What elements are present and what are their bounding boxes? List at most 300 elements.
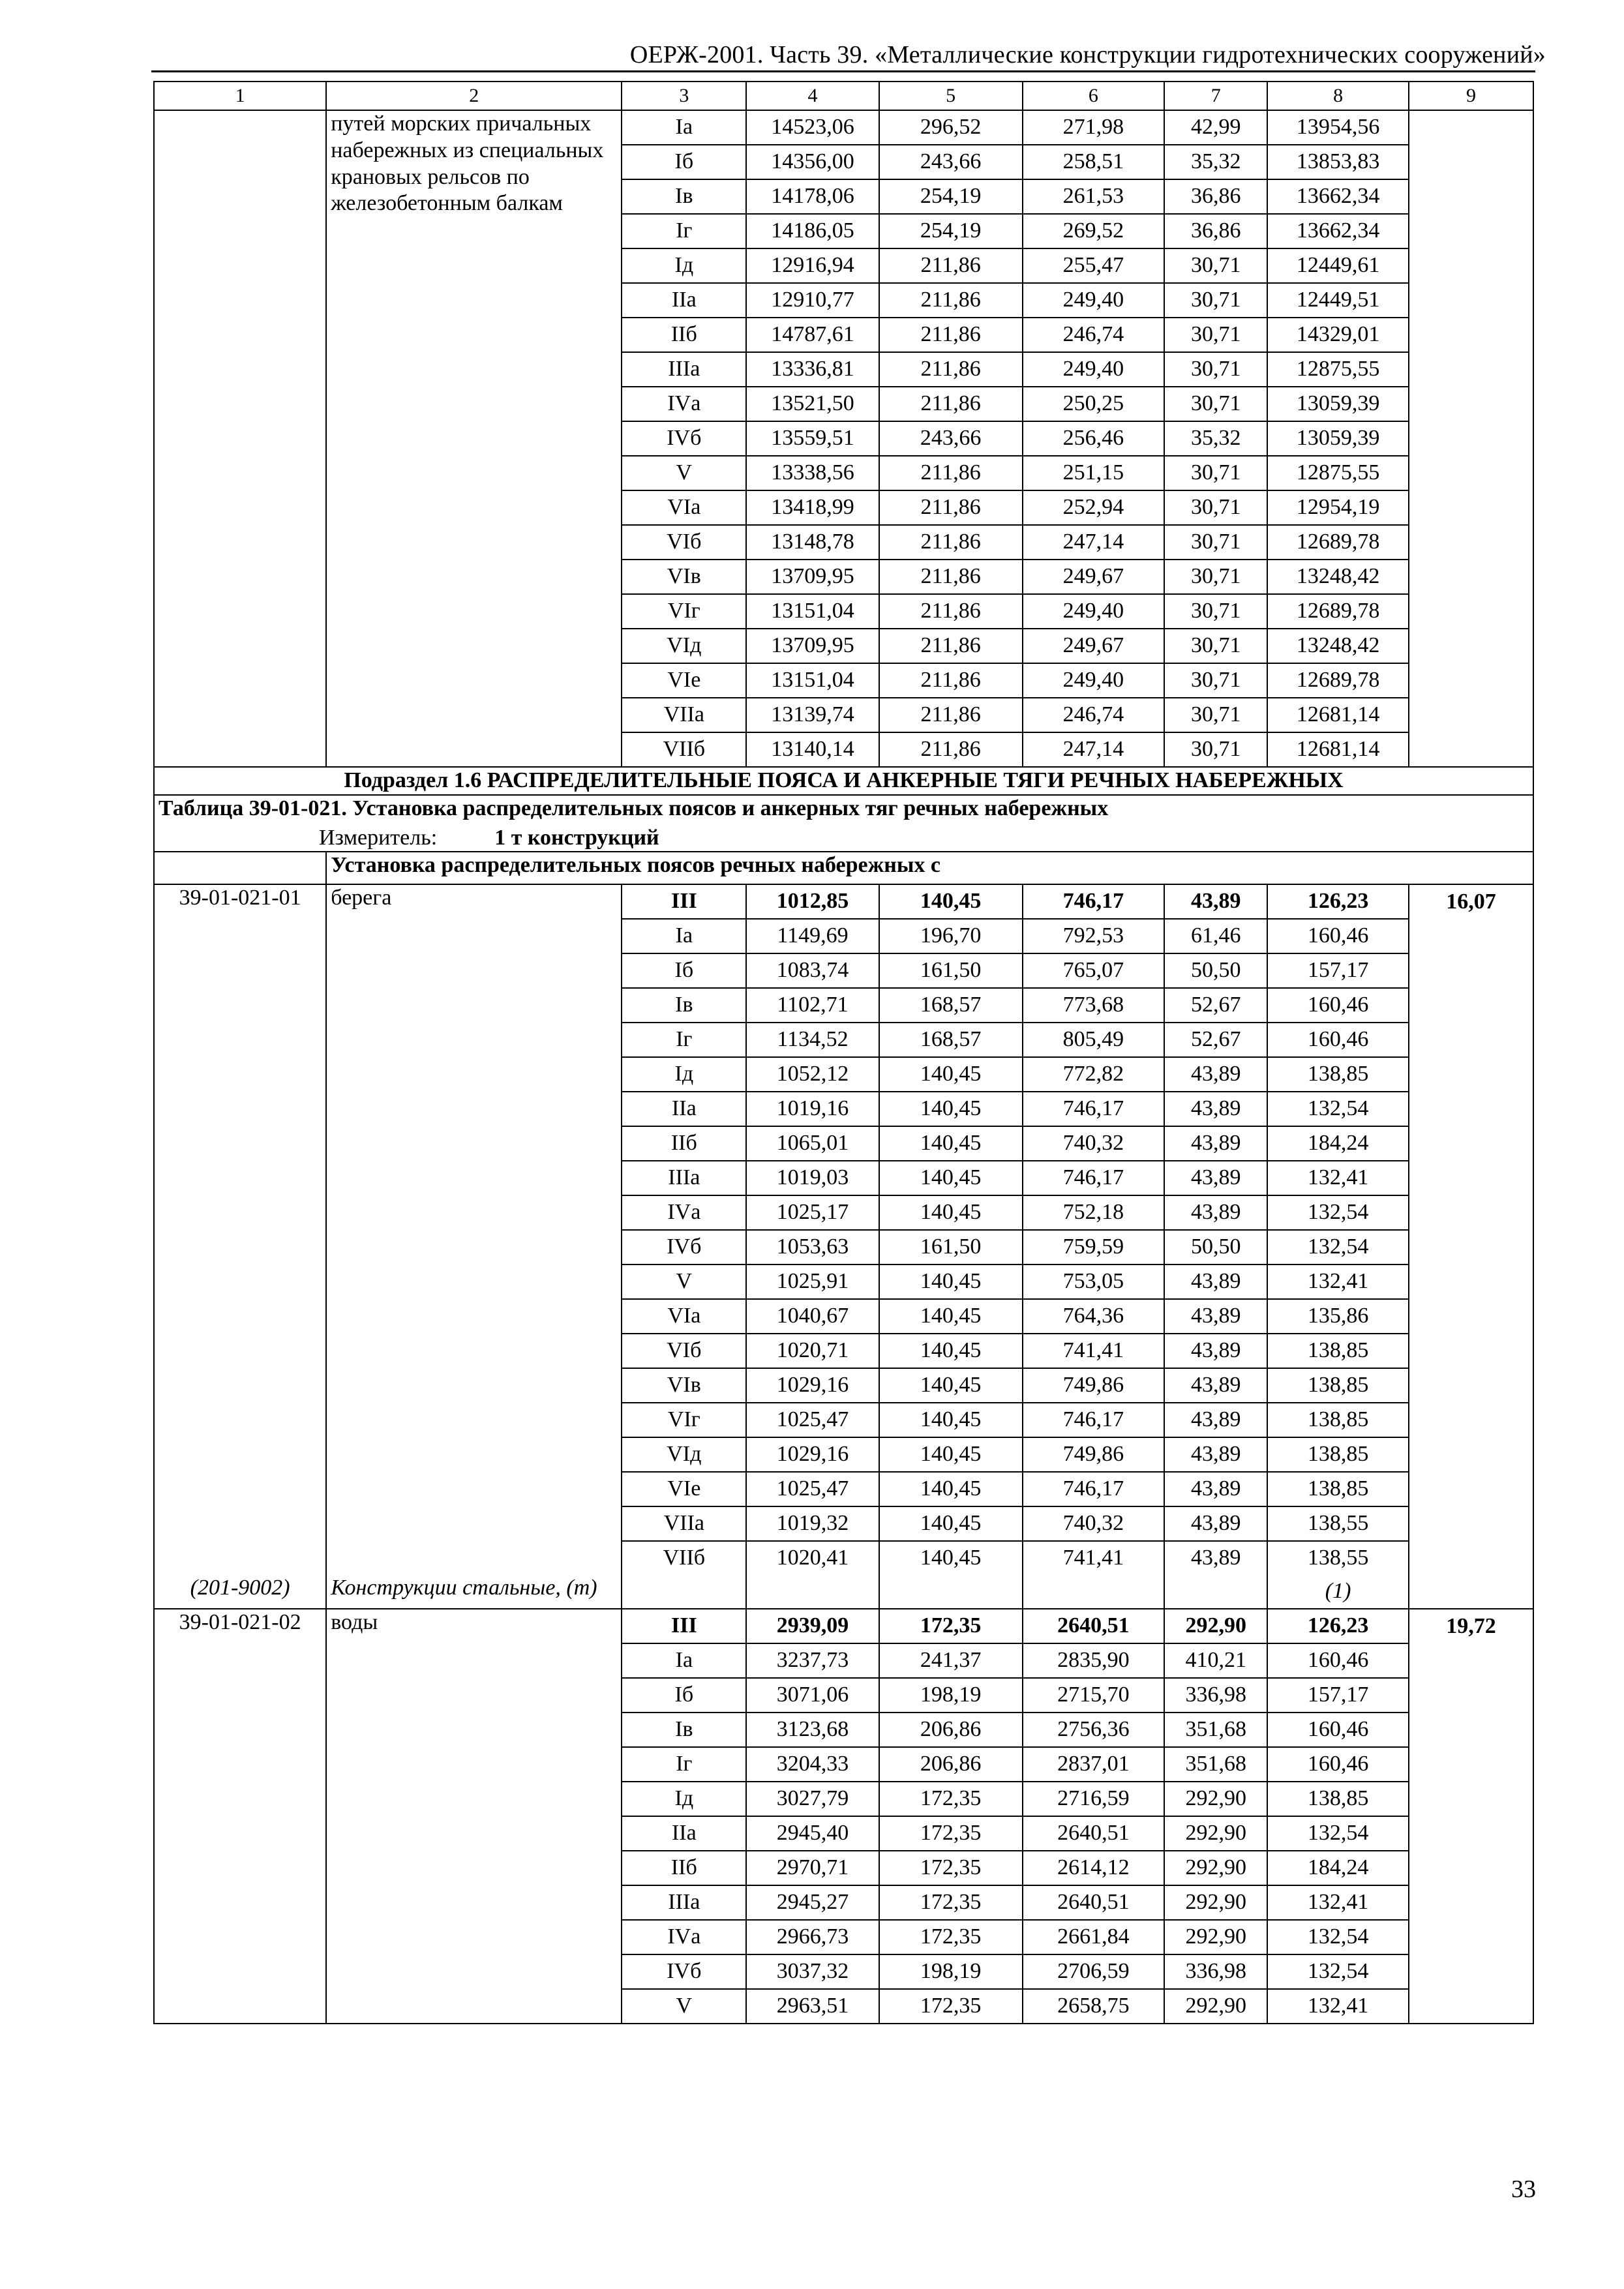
value-cell: 13709,95 bbox=[746, 629, 879, 663]
value-cell: 30,71 bbox=[1164, 387, 1267, 421]
value-cell: 764,36 bbox=[1023, 1299, 1165, 1334]
empty-cell bbox=[1023, 1575, 1165, 1609]
value-cell: 211,86 bbox=[879, 594, 1023, 629]
table-title-row bbox=[154, 795, 1533, 852]
value-cell: 772,82 bbox=[1023, 1057, 1165, 1092]
value-cell: 140,45 bbox=[879, 1541, 1023, 1575]
code-cell bbox=[154, 1885, 326, 1920]
column-number: 8 bbox=[1267, 82, 1409, 110]
value-cell: 211,86 bbox=[879, 352, 1023, 387]
value-cell: 132,54 bbox=[1267, 1195, 1409, 1230]
value-cell: 3037,32 bbox=[746, 1954, 879, 1989]
value-cell: 741,41 bbox=[1023, 1541, 1165, 1575]
code-cell bbox=[154, 1092, 326, 1126]
value-cell: 172,35 bbox=[879, 1920, 1023, 1954]
value-cell: 12681,14 bbox=[1267, 732, 1409, 767]
empty-cell bbox=[1409, 988, 1533, 1023]
value-cell: 2614,12 bbox=[1023, 1851, 1165, 1885]
value-cell: 132,41 bbox=[1267, 1161, 1409, 1195]
empty-cell bbox=[1409, 953, 1533, 988]
value-cell: 792,53 bbox=[1023, 919, 1165, 953]
name-cell bbox=[326, 988, 622, 1023]
value-cell: 2640,51 bbox=[1023, 1816, 1165, 1851]
table-row bbox=[154, 988, 1533, 1023]
empty-cell bbox=[1409, 1816, 1533, 1851]
value-cell: 249,40 bbox=[1023, 663, 1165, 698]
value-cell: 12689,78 bbox=[1267, 525, 1409, 560]
value-cell: 132,41 bbox=[1267, 1989, 1409, 2024]
name-cell bbox=[326, 1299, 622, 1334]
column-number: 9 bbox=[1409, 82, 1533, 110]
value-cell: 3027,79 bbox=[746, 1782, 879, 1816]
value-cell: 43,89 bbox=[1164, 1334, 1267, 1368]
value-cell: 172,35 bbox=[879, 1989, 1023, 2024]
value-cell: 2945,27 bbox=[746, 1885, 879, 1920]
zone-cell: VIа bbox=[622, 490, 746, 525]
value-cell: 249,40 bbox=[1023, 283, 1165, 318]
table-row bbox=[154, 1057, 1533, 1092]
value-cell: 140,45 bbox=[879, 1368, 1023, 1403]
value-cell: 138,85 bbox=[1267, 1057, 1409, 1092]
name-cell bbox=[326, 1782, 622, 1816]
name-cell bbox=[326, 1161, 622, 1195]
value-cell: 14356,00 bbox=[746, 145, 879, 179]
value-cell: 2640,51 bbox=[1023, 1885, 1165, 1920]
value-cell: 43,89 bbox=[1164, 1126, 1267, 1161]
value-cell: 43,89 bbox=[1164, 884, 1267, 919]
value-cell: 13248,42 bbox=[1267, 560, 1409, 594]
table-row bbox=[154, 1264, 1533, 1299]
empty-cell bbox=[1409, 1920, 1533, 1954]
value-cell: 1040,67 bbox=[746, 1299, 879, 1334]
measure-line bbox=[319, 825, 1529, 852]
column-number: 7 bbox=[1164, 82, 1267, 110]
value-cell: 292,90 bbox=[1164, 1782, 1267, 1816]
value-cell: 1065,01 bbox=[746, 1126, 879, 1161]
value-cell: 1053,63 bbox=[746, 1230, 879, 1264]
code-cell bbox=[154, 1816, 326, 1851]
zone-cell: V bbox=[622, 1989, 746, 2024]
value-cell: 292,90 bbox=[1164, 1989, 1267, 2024]
value-cell: 132,54 bbox=[1267, 1920, 1409, 1954]
value-cell: 138,55 bbox=[1267, 1506, 1409, 1541]
value-cell: 126,23 bbox=[1267, 1609, 1409, 1643]
value-cell: 12910,77 bbox=[746, 283, 879, 318]
value-cell: 184,24 bbox=[1267, 1126, 1409, 1161]
value-cell: 43,89 bbox=[1164, 1368, 1267, 1403]
table-row bbox=[154, 1782, 1533, 1816]
value-cell: 336,98 bbox=[1164, 1678, 1267, 1713]
value-cell: 43,89 bbox=[1164, 1264, 1267, 1299]
empty-cell bbox=[1409, 1264, 1533, 1299]
value-cell: 198,19 bbox=[879, 1954, 1023, 1989]
zone-cell: IIа bbox=[622, 283, 746, 318]
item-code: 39-01-021-02 bbox=[154, 1609, 326, 1643]
value-cell: 292,90 bbox=[1164, 1851, 1267, 1885]
value-cell: 1102,71 bbox=[746, 988, 879, 1023]
value-cell: 140,45 bbox=[879, 1506, 1023, 1541]
empty-cell bbox=[1409, 1057, 1533, 1092]
item-name: берега bbox=[326, 884, 622, 919]
value-cell: 765,07 bbox=[1023, 953, 1165, 988]
value-cell: 43,89 bbox=[1164, 1161, 1267, 1195]
value-cell: 13139,74 bbox=[746, 698, 879, 732]
value-cell: 211,86 bbox=[879, 387, 1023, 421]
empty-cell bbox=[1409, 1678, 1533, 1713]
value-cell: 13662,34 bbox=[1267, 214, 1409, 248]
value-cell: 243,66 bbox=[879, 421, 1023, 456]
empty-cell bbox=[1409, 1851, 1533, 1885]
zone-cell: IIа bbox=[622, 1816, 746, 1851]
value-cell: 12689,78 bbox=[1267, 594, 1409, 629]
zone-cell: Iг bbox=[622, 1747, 746, 1782]
value-cell: 12875,55 bbox=[1267, 352, 1409, 387]
value-cell: 61,46 bbox=[1164, 919, 1267, 953]
value-cell: 140,45 bbox=[879, 1195, 1023, 1230]
value-cell: 132,54 bbox=[1267, 1954, 1409, 1989]
code-cell bbox=[154, 1678, 326, 1713]
value-cell: 14178,06 bbox=[746, 179, 879, 214]
value-cell: 30,71 bbox=[1164, 663, 1267, 698]
value-cell: 2716,59 bbox=[1023, 1782, 1165, 1816]
table-title: Таблица 39-01-021. Установка распределительных поясов и анкерных тяг речных набережных bbox=[158, 796, 1109, 820]
code-cell bbox=[154, 1541, 326, 1575]
value-cell: 211,86 bbox=[879, 732, 1023, 767]
value-cell: 140,45 bbox=[879, 1161, 1023, 1195]
empty-cell bbox=[1409, 1023, 1533, 1057]
value-cell: 196,70 bbox=[879, 919, 1023, 953]
value-cell: 241,37 bbox=[879, 1643, 1023, 1678]
zone-cell: Iд bbox=[622, 1782, 746, 1816]
code-cell bbox=[154, 1713, 326, 1747]
table-row bbox=[154, 1713, 1533, 1747]
value-cell: 749,86 bbox=[1023, 1437, 1165, 1472]
value-cell: 13148,78 bbox=[746, 525, 879, 560]
value-cell: 50,50 bbox=[1164, 953, 1267, 988]
name-cell bbox=[326, 1851, 622, 1885]
empty-cell bbox=[1409, 1885, 1533, 1920]
value-cell: 30,71 bbox=[1164, 732, 1267, 767]
value-cell: 2835,90 bbox=[1023, 1643, 1165, 1678]
name-cell bbox=[326, 1816, 622, 1851]
value-cell: 35,32 bbox=[1164, 145, 1267, 179]
value-cell: 157,17 bbox=[1267, 1678, 1409, 1713]
value-cell: 13059,39 bbox=[1267, 387, 1409, 421]
work-description: путей морских причальных набережных из специальных крановых рельсов по железобетонным балкам bbox=[326, 110, 622, 767]
name-cell bbox=[326, 1437, 622, 1472]
table-row bbox=[154, 1334, 1533, 1368]
zone-cell: III bbox=[622, 1609, 746, 1643]
value-cell: 140,45 bbox=[879, 1299, 1023, 1334]
value-cell: 160,46 bbox=[1267, 1643, 1409, 1678]
empty-cell bbox=[1409, 1195, 1533, 1230]
value-cell: 746,17 bbox=[1023, 1161, 1165, 1195]
value-cell: 1025,17 bbox=[746, 1195, 879, 1230]
empty-cell bbox=[1409, 1403, 1533, 1437]
value-cell: 14329,01 bbox=[1267, 318, 1409, 352]
value-cell: 132,54 bbox=[1267, 1230, 1409, 1264]
value-cell: 13140,14 bbox=[746, 732, 879, 767]
value-cell: 30,71 bbox=[1164, 248, 1267, 283]
value-cell: 30,71 bbox=[1164, 629, 1267, 663]
section-title-row bbox=[154, 767, 1533, 795]
value-cell: 43,89 bbox=[1164, 1195, 1267, 1230]
zone-cell: IVа bbox=[622, 387, 746, 421]
resource-row bbox=[154, 1575, 1533, 1609]
page-number: 33 bbox=[1511, 2176, 1536, 2203]
value-cell: 2945,40 bbox=[746, 1816, 879, 1851]
value-cell: 3071,06 bbox=[746, 1678, 879, 1713]
zone-cell: Iг bbox=[622, 214, 746, 248]
name-cell bbox=[326, 1506, 622, 1541]
name-cell bbox=[326, 1713, 622, 1747]
table-row bbox=[154, 1747, 1533, 1782]
value-cell: 140,45 bbox=[879, 884, 1023, 919]
table-row bbox=[154, 1230, 1533, 1264]
code-cell bbox=[154, 1989, 326, 2024]
labor-cell: 19,72 bbox=[1409, 1609, 1533, 1643]
resource-name: Конструкции стальные, (т) bbox=[326, 1575, 622, 1609]
value-cell: 160,46 bbox=[1267, 988, 1409, 1023]
column-number: 5 bbox=[879, 82, 1023, 110]
value-cell: 43,89 bbox=[1164, 1506, 1267, 1541]
value-cell: 132,41 bbox=[1267, 1264, 1409, 1299]
code-cell bbox=[154, 1195, 326, 1230]
empty-cell bbox=[1409, 110, 1533, 767]
zone-cell: V bbox=[622, 456, 746, 490]
value-cell: 30,71 bbox=[1164, 456, 1267, 490]
code-cell bbox=[154, 1954, 326, 1989]
value-cell: 138,85 bbox=[1267, 1334, 1409, 1368]
table-row bbox=[154, 1368, 1533, 1403]
value-cell: 1029,16 bbox=[746, 1368, 879, 1403]
name-cell bbox=[326, 1472, 622, 1506]
empty-cell bbox=[1409, 1472, 1533, 1506]
value-cell: 12916,94 bbox=[746, 248, 879, 283]
value-cell: 251,15 bbox=[1023, 456, 1165, 490]
value-cell: 160,46 bbox=[1267, 919, 1409, 953]
value-cell: 168,57 bbox=[879, 988, 1023, 1023]
value-cell: 351,68 bbox=[1164, 1747, 1267, 1782]
value-cell: 140,45 bbox=[879, 1264, 1023, 1299]
value-cell: 43,89 bbox=[1164, 1403, 1267, 1437]
value-cell: 2715,70 bbox=[1023, 1678, 1165, 1713]
value-cell: 336,98 bbox=[1164, 1954, 1267, 1989]
value-cell: 752,18 bbox=[1023, 1195, 1165, 1230]
page-header: ОЕРЖ-2001. Часть 39. «Металлические конструкции гидротехнических сооружений» bbox=[629, 41, 1546, 68]
value-cell: 30,71 bbox=[1164, 560, 1267, 594]
value-cell: 12689,78 bbox=[1267, 663, 1409, 698]
value-cell: 2756,36 bbox=[1023, 1713, 1165, 1747]
value-cell: 410,21 bbox=[1164, 1643, 1267, 1678]
zone-cell: Iа bbox=[622, 110, 746, 145]
item-main-row bbox=[154, 1609, 1533, 1643]
measure-value: 1 т конструкций bbox=[494, 825, 659, 850]
code-cell bbox=[154, 1126, 326, 1161]
zone-cell: Iд bbox=[622, 248, 746, 283]
value-cell: 12875,55 bbox=[1267, 456, 1409, 490]
value-cell: 759,59 bbox=[1023, 1230, 1165, 1264]
value-cell: 746,17 bbox=[1023, 1403, 1165, 1437]
value-cell: 211,86 bbox=[879, 525, 1023, 560]
zone-cell: IIб bbox=[622, 1126, 746, 1161]
value-cell: 35,32 bbox=[1164, 421, 1267, 456]
value-cell: 247,14 bbox=[1023, 525, 1165, 560]
zone-cell: IIIа bbox=[622, 352, 746, 387]
empty-cell bbox=[1164, 1575, 1267, 1609]
value-cell: 292,90 bbox=[1164, 1920, 1267, 1954]
value-cell: 50,50 bbox=[1164, 1230, 1267, 1264]
table-title-cell bbox=[154, 795, 1533, 852]
value-cell: 246,74 bbox=[1023, 318, 1165, 352]
value-cell: 14186,05 bbox=[746, 214, 879, 248]
name-cell bbox=[326, 1885, 622, 1920]
empty-cell bbox=[1409, 1092, 1533, 1126]
value-cell: 2966,73 bbox=[746, 1920, 879, 1954]
value-cell: 140,45 bbox=[879, 1126, 1023, 1161]
value-cell: 1020,71 bbox=[746, 1334, 879, 1368]
zone-cell: Iд bbox=[622, 1057, 746, 1092]
value-cell: 14787,61 bbox=[746, 318, 879, 352]
code-cell bbox=[154, 919, 326, 953]
value-cell: 1019,32 bbox=[746, 1506, 879, 1541]
item-name: воды bbox=[326, 1609, 622, 1643]
value-cell: 13559,51 bbox=[746, 421, 879, 456]
code-cell bbox=[154, 1334, 326, 1368]
column-number: 2 bbox=[326, 82, 622, 110]
name-cell bbox=[326, 1334, 622, 1368]
value-cell: 249,67 bbox=[1023, 560, 1165, 594]
zone-cell: VIе bbox=[622, 1472, 746, 1506]
code-cell bbox=[154, 1230, 326, 1264]
code-cell bbox=[154, 1057, 326, 1092]
value-cell: 12954,19 bbox=[1267, 490, 1409, 525]
value-cell: 249,40 bbox=[1023, 352, 1165, 387]
code-cell bbox=[154, 1782, 326, 1816]
value-cell: 43,89 bbox=[1164, 1541, 1267, 1575]
zone-cell: Iа bbox=[622, 1643, 746, 1678]
value-cell: 138,85 bbox=[1267, 1368, 1409, 1403]
zone-cell: III bbox=[622, 884, 746, 919]
zone-cell: IIа bbox=[622, 1092, 746, 1126]
column-number: 1 bbox=[154, 82, 326, 110]
empty-cell bbox=[879, 1575, 1023, 1609]
code-cell bbox=[154, 1643, 326, 1678]
code-cell bbox=[154, 1403, 326, 1437]
value-cell: 211,86 bbox=[879, 248, 1023, 283]
code-cell bbox=[154, 1264, 326, 1299]
zone-cell: VIа bbox=[622, 1299, 746, 1334]
subheading-row bbox=[154, 852, 1533, 884]
table-row bbox=[154, 1299, 1533, 1334]
value-cell: 2939,09 bbox=[746, 1609, 879, 1643]
name-cell bbox=[326, 919, 622, 953]
value-cell: 13418,99 bbox=[746, 490, 879, 525]
table-row bbox=[154, 1023, 1533, 1057]
zone-cell: Iа bbox=[622, 919, 746, 953]
value-cell: 13709,95 bbox=[746, 560, 879, 594]
value-cell: 249,67 bbox=[1023, 629, 1165, 663]
table-row bbox=[154, 1678, 1533, 1713]
value-cell: 773,68 bbox=[1023, 988, 1165, 1023]
zone-cell: Iб bbox=[622, 1678, 746, 1713]
name-cell bbox=[326, 1126, 622, 1161]
value-cell: 43,89 bbox=[1164, 1472, 1267, 1506]
name-cell bbox=[326, 1230, 622, 1264]
zone-cell: VIб bbox=[622, 525, 746, 560]
column-number: 4 bbox=[746, 82, 879, 110]
zone-cell: VIв bbox=[622, 1368, 746, 1403]
value-cell: 211,86 bbox=[879, 560, 1023, 594]
value-cell: 292,90 bbox=[1164, 1885, 1267, 1920]
empty-cell bbox=[1409, 1230, 1533, 1264]
name-cell bbox=[326, 1678, 622, 1713]
value-cell: 161,50 bbox=[879, 953, 1023, 988]
value-cell: 746,17 bbox=[1023, 884, 1165, 919]
value-cell: 256,46 bbox=[1023, 421, 1165, 456]
value-cell: 172,35 bbox=[879, 1782, 1023, 1816]
value-cell: 160,46 bbox=[1267, 1713, 1409, 1747]
table-row bbox=[154, 1989, 1533, 2024]
value-cell: 140,45 bbox=[879, 1057, 1023, 1092]
name-cell bbox=[326, 1057, 622, 1092]
value-cell: 211,86 bbox=[879, 318, 1023, 352]
empty-cell bbox=[1409, 1541, 1533, 1575]
value-cell: 157,17 bbox=[1267, 953, 1409, 988]
table-row bbox=[154, 1920, 1533, 1954]
empty-cell bbox=[746, 1575, 879, 1609]
column-number-row bbox=[154, 82, 1533, 110]
value-cell: 184,24 bbox=[1267, 1851, 1409, 1885]
value-cell: 12449,51 bbox=[1267, 283, 1409, 318]
empty-cell bbox=[1409, 1575, 1533, 1609]
value-cell: 140,45 bbox=[879, 1092, 1023, 1126]
value-cell: 132,54 bbox=[1267, 1816, 1409, 1851]
value-cell: 271,98 bbox=[1023, 110, 1165, 145]
resource-qty: (1) bbox=[1267, 1575, 1409, 1609]
value-cell: 805,49 bbox=[1023, 1023, 1165, 1057]
code-cell bbox=[154, 1747, 326, 1782]
zone-cell: VIIа bbox=[622, 1506, 746, 1541]
value-cell: 749,86 bbox=[1023, 1368, 1165, 1403]
zone-cell: Iг bbox=[622, 1023, 746, 1057]
value-cell: 2970,71 bbox=[746, 1851, 879, 1885]
zone-cell: VIд bbox=[622, 629, 746, 663]
table-row bbox=[154, 953, 1533, 988]
value-cell: 43,89 bbox=[1164, 1057, 1267, 1092]
value-cell: 13248,42 bbox=[1267, 629, 1409, 663]
code-cell bbox=[154, 1920, 326, 1954]
value-cell: 252,94 bbox=[1023, 490, 1165, 525]
rates-table bbox=[153, 81, 1534, 2024]
value-cell: 2661,84 bbox=[1023, 1920, 1165, 1954]
table-row bbox=[154, 1092, 1533, 1126]
name-cell bbox=[326, 1989, 622, 2024]
zone-cell: VIIа bbox=[622, 698, 746, 732]
value-cell: 36,86 bbox=[1164, 179, 1267, 214]
name-cell bbox=[326, 1403, 622, 1437]
subheading: Установка распределительных поясов речных набережных с bbox=[326, 852, 1533, 884]
table-row bbox=[154, 1437, 1533, 1472]
empty-cell bbox=[1409, 1782, 1533, 1816]
value-cell: 1134,52 bbox=[746, 1023, 879, 1057]
name-cell bbox=[326, 1264, 622, 1299]
value-cell: 2706,59 bbox=[1023, 1954, 1165, 1989]
table-row bbox=[154, 1506, 1533, 1541]
value-cell: 1025,47 bbox=[746, 1472, 879, 1506]
value-cell: 138,85 bbox=[1267, 1782, 1409, 1816]
value-cell: 13338,56 bbox=[746, 456, 879, 490]
